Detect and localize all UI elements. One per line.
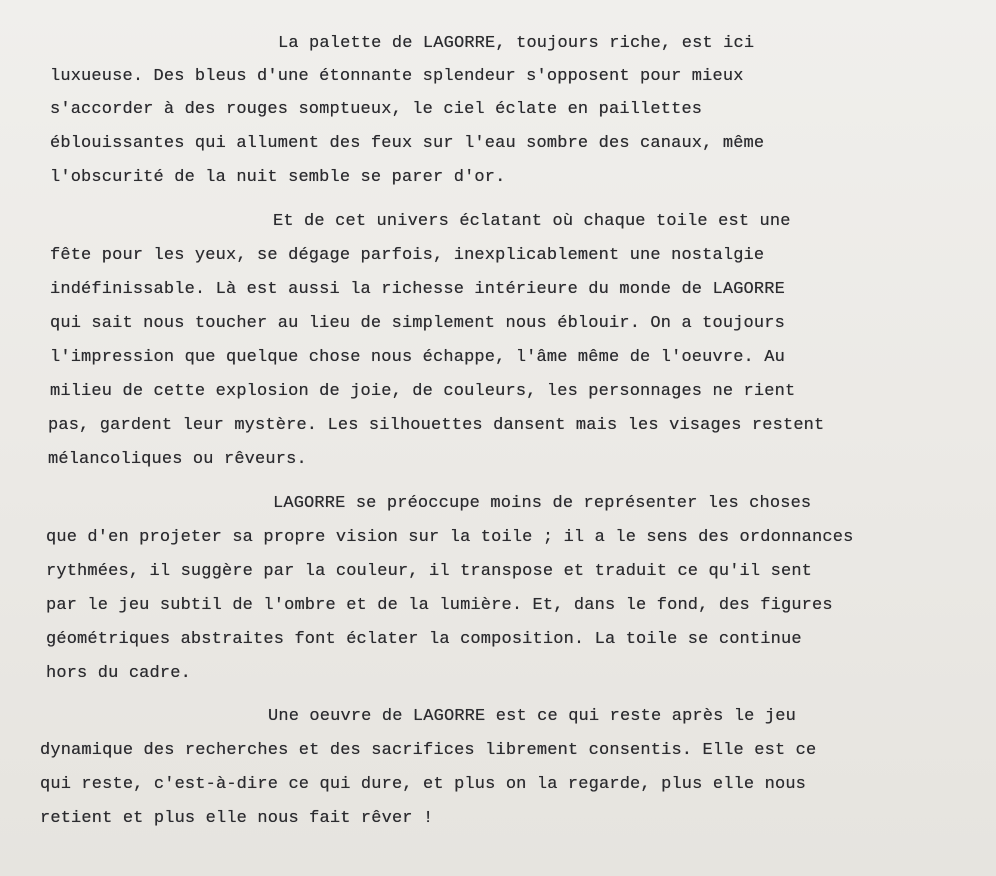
text-line: l'impression que quelque chose nous échappe, l'âme même de l'oeuvre. Au bbox=[50, 348, 785, 367]
text-line: que d'en projeter sa propre vision sur la toile ; il a le sens des ordonnances bbox=[46, 528, 854, 547]
text-line: mélancoliques ou rêveurs. bbox=[48, 450, 307, 469]
text-line: indéfinissable. Là est aussi la richesse intérieure du monde de LAGORRE bbox=[50, 280, 785, 299]
text-line: retient et plus elle nous fait rêver ! bbox=[40, 809, 434, 828]
text-line: Et de cet univers éclatant où chaque toile est une bbox=[273, 212, 791, 231]
text-line: Une oeuvre de LAGORRE est ce qui reste après le jeu bbox=[268, 707, 796, 726]
text-line: fête pour les yeux, se dégage parfois, inexplicablement une nostalgie bbox=[50, 246, 765, 265]
text-line: l'obscurité de la nuit semble se parer d'or. bbox=[50, 168, 506, 187]
text-line: LAGORRE se préoccupe moins de représenter les choses bbox=[273, 494, 812, 513]
text-line: dynamique des recherches et des sacrifices librement consentis. Elle est ce bbox=[40, 741, 817, 760]
text-line: par le jeu subtil de l'ombre et de la lumière. Et, dans le fond, des figures bbox=[46, 596, 833, 615]
text-line: qui reste, c'est-à-dire ce qui dure, et plus on la regarde, plus elle nous bbox=[40, 775, 807, 794]
text-line: La palette de LAGORRE, toujours riche, est ici bbox=[278, 34, 755, 53]
text-line: hors du cadre. bbox=[46, 664, 191, 683]
text-line: qui sait nous toucher au lieu de simplement nous éblouir. On a toujours bbox=[50, 314, 785, 333]
text-line: géométriques abstraites font éclater la composition. La toile se continue bbox=[46, 630, 802, 649]
text-line: s'accorder à des rouges somptueux, le ciel éclate en paillettes bbox=[50, 100, 703, 119]
text-line: rythmées, il suggère par la couleur, il transpose et traduit ce qu'il sent bbox=[46, 562, 813, 581]
text-line: luxueuse. Des bleus d'une étonnante splendeur s'opposent pour mieux bbox=[50, 67, 744, 86]
text-line: milieu de cette explosion de joie, de couleurs, les personnages ne rient bbox=[50, 382, 796, 401]
text-line: éblouissantes qui allument des feux sur l'eau sombre des canaux, même bbox=[50, 134, 765, 153]
text-line: pas, gardent leur mystère. Les silhouettes dansent mais les visages restent bbox=[48, 416, 825, 435]
